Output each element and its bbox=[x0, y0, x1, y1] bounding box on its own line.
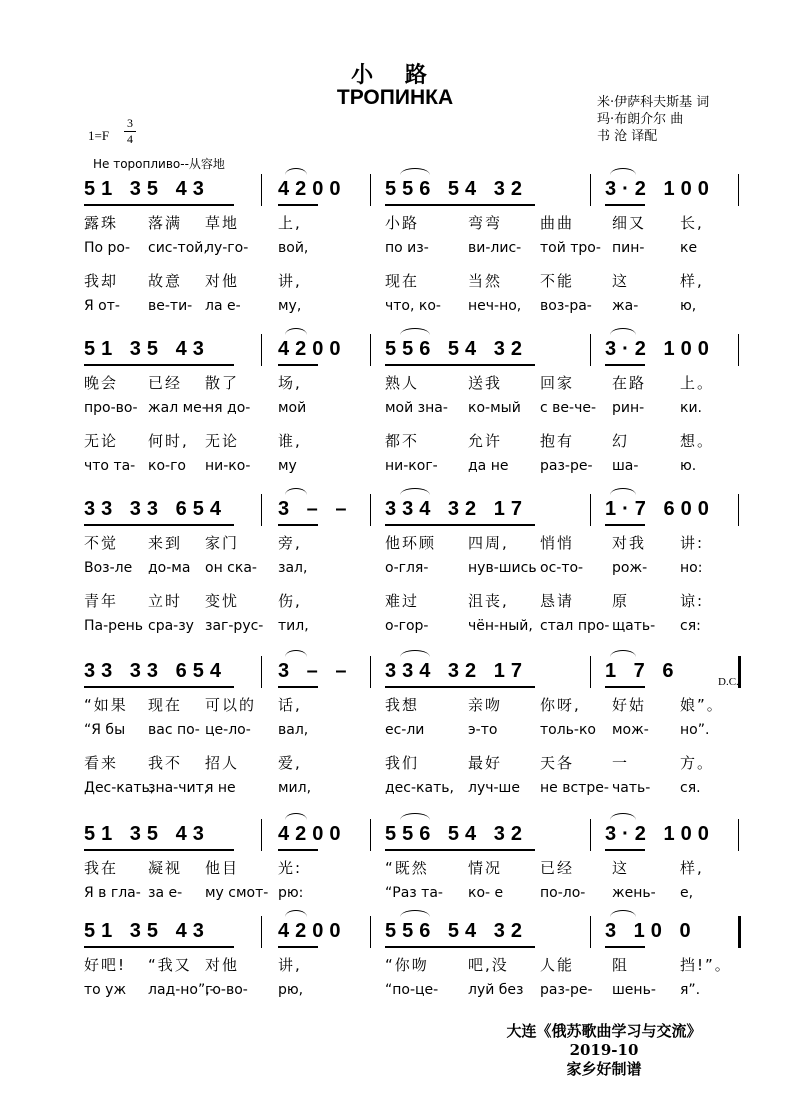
lyric-syllable: пин- bbox=[612, 240, 645, 256]
lyric-syllable: 我们 bbox=[385, 754, 420, 772]
slur-mark bbox=[610, 328, 636, 335]
lyric-syllable: 熟人 bbox=[385, 374, 420, 392]
lyric-syllable: 回家 bbox=[540, 374, 575, 392]
lyric-syllable: 伤, bbox=[278, 592, 302, 610]
lyric-syllable: 你呀, bbox=[540, 696, 581, 714]
lyric-syllable: му, bbox=[278, 298, 302, 314]
lyric-syllable: По ро- bbox=[84, 240, 131, 256]
tempo-marking: Не торопливо--从容地 bbox=[93, 157, 225, 171]
bar-line bbox=[261, 174, 262, 206]
lyric-syllable: 一 bbox=[612, 754, 630, 772]
footer-author: 家乡好制谱 bbox=[566, 1060, 642, 1078]
lyric-syllable: зал, bbox=[278, 560, 308, 576]
key-signature: 1=F bbox=[88, 128, 110, 143]
lyric-syllable: 细又 bbox=[612, 214, 647, 232]
beam-underline bbox=[84, 686, 234, 688]
beam-underline bbox=[385, 686, 535, 688]
title-russian: ТРОПИНКА bbox=[336, 86, 454, 109]
beam-underline bbox=[605, 946, 645, 948]
lyric-syllable: лу-го- bbox=[205, 240, 249, 256]
meter-top: 3 bbox=[127, 116, 133, 130]
slur-mark bbox=[285, 168, 307, 175]
measure-notes: 3·2 100 bbox=[605, 178, 715, 200]
lyric-syllable: 我却 bbox=[84, 272, 119, 290]
lyric-syllable: 现在 bbox=[385, 272, 420, 290]
lyric-syllable: 对他 bbox=[205, 956, 240, 974]
lyric-syllable: раз-ре- bbox=[540, 982, 593, 998]
lyric-syllable: 可以的 bbox=[205, 696, 257, 714]
measure-notes: 1 7 6 bbox=[605, 660, 680, 682]
lyric-syllable: рож- bbox=[612, 560, 648, 576]
lyric-syllable: 原 bbox=[612, 592, 630, 610]
lyric-syllable: 立时 bbox=[148, 592, 183, 610]
lyric-syllable: щать- bbox=[612, 618, 656, 634]
meter-bottom: 4 bbox=[127, 132, 133, 146]
measure-notes: 3·2 100 bbox=[605, 338, 715, 360]
lyric-syllable: 青年 bbox=[84, 592, 119, 610]
lyric-syllable: мил, bbox=[278, 780, 312, 796]
beam-underline bbox=[385, 204, 535, 206]
beam-underline bbox=[385, 364, 535, 366]
lyric-syllable: 来到 bbox=[148, 534, 183, 552]
lyric-syllable: 这 bbox=[612, 859, 630, 877]
lyric-syllable: 家门 bbox=[205, 534, 240, 552]
slur-mark bbox=[285, 910, 307, 917]
bar-line bbox=[370, 334, 371, 366]
lyric-syllable: что, ко- bbox=[385, 298, 441, 314]
lyric-syllable: чён-ный, bbox=[468, 618, 533, 634]
bar-line bbox=[261, 334, 262, 366]
lyric-syllable: 已经 bbox=[148, 374, 183, 392]
lyric-syllable: ни-ког- bbox=[385, 458, 438, 474]
lyric-syllable: 抱有 bbox=[540, 432, 575, 450]
bar-line bbox=[590, 819, 591, 851]
lyric-syllable: про-во- bbox=[84, 400, 138, 416]
beam-underline bbox=[278, 849, 318, 851]
lyric-syllable: 谁, bbox=[278, 432, 302, 450]
lyric-syllable: 吧,没 bbox=[468, 956, 509, 974]
lyric-syllable: неч-но, bbox=[468, 298, 522, 314]
lyric-syllable: 凝视 bbox=[148, 859, 183, 877]
lyric-syllable: ки. bbox=[680, 400, 703, 416]
lyric-syllable: 恳请 bbox=[540, 592, 575, 610]
lyric-syllable: “Раз та- bbox=[385, 885, 443, 901]
title-chinese: 小 路 bbox=[351, 63, 439, 88]
lyric-syllable: ша- bbox=[612, 458, 639, 474]
lyric-syllable: 招人 bbox=[205, 754, 240, 772]
bar-line bbox=[261, 819, 262, 851]
lyric-syllable: 好姑 bbox=[612, 696, 647, 714]
measure-notes: 1·7 600 bbox=[605, 498, 715, 520]
lyric-syllable: го-во- bbox=[205, 982, 248, 998]
lyric-syllable: 悄悄 bbox=[540, 534, 575, 552]
beam-underline bbox=[605, 364, 645, 366]
slur-mark bbox=[285, 328, 307, 335]
lyric-syllable: 现在 bbox=[148, 696, 183, 714]
lyric-syllable: 小路 bbox=[385, 214, 420, 232]
lyric-syllable: той тро- bbox=[540, 240, 601, 256]
bar-line bbox=[370, 174, 371, 206]
slur-mark bbox=[610, 910, 636, 917]
lyric-syllable: жень- bbox=[612, 885, 656, 901]
lyric-syllable: вал, bbox=[278, 722, 309, 738]
lyric-syllable: заг-рус- bbox=[205, 618, 264, 634]
lyric-syllable: 话, bbox=[278, 696, 302, 714]
beam-underline bbox=[385, 524, 535, 526]
measure-notes: 4200 bbox=[278, 920, 347, 942]
beam-underline bbox=[84, 849, 234, 851]
lyric-syllable: 最好 bbox=[468, 754, 503, 772]
lyric-syllable: э-то bbox=[468, 722, 498, 738]
lyric-syllable: е, bbox=[680, 885, 694, 901]
lyric-syllable: 光: bbox=[278, 859, 303, 877]
lyric-syllable: тил, bbox=[278, 618, 309, 634]
lyric-syllable: ня до- bbox=[205, 400, 251, 416]
lyric-syllable: “你吻 bbox=[385, 956, 429, 974]
lyric-syllable: 允许 bbox=[468, 432, 503, 450]
lyric-syllable: мой bbox=[278, 400, 307, 416]
lyric-syllable: по из- bbox=[385, 240, 429, 256]
bar-line bbox=[370, 819, 371, 851]
lyric-syllable: 天各 bbox=[540, 754, 575, 772]
lyric-syllable: чать- bbox=[612, 780, 651, 796]
measure-notes: 556 54 32 bbox=[385, 823, 528, 845]
lyric-syllable: ся. bbox=[680, 780, 701, 796]
lyric-syllable: 露珠 bbox=[84, 214, 119, 232]
credits bbox=[597, 94, 709, 145]
lyric-syllable: рин- bbox=[612, 400, 645, 416]
lyric-syllable: 我在 bbox=[84, 859, 119, 877]
measure-notes: 4200 bbox=[278, 178, 347, 200]
lyric-syllable: жа- bbox=[612, 298, 639, 314]
lyric-syllable: то уж bbox=[84, 982, 127, 998]
beam-underline bbox=[605, 524, 645, 526]
measure-notes: 51 35 43 bbox=[84, 178, 210, 200]
da-capo-marking: D.C. bbox=[718, 676, 739, 688]
lyric-syllable: 曲曲 bbox=[540, 214, 575, 232]
lyric-syllable: до-ма bbox=[148, 560, 191, 576]
lyric-syllable: “既然 bbox=[385, 859, 429, 877]
lyric-syllable: 讲, bbox=[278, 272, 302, 290]
bar-line bbox=[738, 334, 739, 366]
measure-notes: 51 35 43 bbox=[84, 338, 210, 360]
lyric-syllable: мой зна- bbox=[385, 400, 448, 416]
lyric-syllable: что та- bbox=[84, 458, 136, 474]
bar-line bbox=[590, 174, 591, 206]
measure-notes: 3·2 100 bbox=[605, 823, 715, 845]
lyric-syllable: сис-той, bbox=[148, 240, 208, 256]
measure-notes: 334 32 17 bbox=[385, 660, 528, 682]
lyric-syllable: ос-то- bbox=[540, 560, 584, 576]
bar-line bbox=[261, 916, 262, 948]
lyric-syllable: ке bbox=[680, 240, 698, 256]
lyric-syllable: 看来 bbox=[84, 754, 119, 772]
beam-underline bbox=[84, 524, 234, 526]
lyric-syllable: лад-но”,- bbox=[148, 982, 215, 998]
lyric-syllable: 沮丧, bbox=[468, 592, 509, 610]
slur-mark bbox=[610, 168, 636, 175]
measure-notes: 51 35 43 bbox=[84, 920, 210, 942]
lyric-syllable: “我又 bbox=[148, 956, 192, 974]
lyric-syllable: рю, bbox=[278, 982, 304, 998]
bar-line bbox=[738, 174, 739, 206]
lyric-syllable: 草地 bbox=[205, 214, 240, 232]
beam-underline bbox=[84, 204, 234, 206]
lyric-syllable: ко- е bbox=[468, 885, 504, 901]
bar-line bbox=[738, 819, 739, 851]
lyric-syllable: 长, bbox=[680, 214, 704, 232]
lyric-syllable: “Я бы bbox=[84, 722, 126, 738]
lyric-syllable: ве-ти- bbox=[148, 298, 193, 314]
lyric-syllable: “如果 bbox=[84, 696, 128, 714]
lyric-syllable: с ве-че- bbox=[540, 400, 596, 416]
beam-underline bbox=[84, 364, 234, 366]
measure-notes: 51 35 43 bbox=[84, 823, 210, 845]
slur-mark bbox=[285, 650, 307, 657]
lyric-syllable: Па-рень bbox=[84, 618, 144, 634]
measure-notes: 334 32 17 bbox=[385, 498, 528, 520]
lyric-syllable: 对他 bbox=[205, 272, 240, 290]
lyric-syllable: рю: bbox=[278, 885, 304, 901]
lyric-syllable: Воз-ле bbox=[84, 560, 133, 576]
bar-line bbox=[738, 494, 739, 526]
lyric-syllable: 四周, bbox=[468, 534, 509, 552]
beam-underline bbox=[84, 946, 234, 948]
lyric-syllable: 阻 bbox=[612, 956, 630, 974]
lyric-syllable: 我想 bbox=[385, 696, 420, 714]
lyric-syllable: Дес-кать, bbox=[84, 780, 155, 796]
bar-line bbox=[590, 494, 591, 526]
lyric-syllable: 爱, bbox=[278, 754, 302, 772]
lyric-syllable: о-гор- bbox=[385, 618, 429, 634]
lyric-syllable: жал ме- bbox=[148, 400, 207, 416]
lyric-syllable: ю, bbox=[680, 298, 697, 314]
lyric-syllable: 对我 bbox=[612, 534, 647, 552]
lyric-syllable: 人能 bbox=[540, 956, 575, 974]
lyric-syllable: 这 bbox=[612, 272, 630, 290]
lyric-syllable: 娘”。 bbox=[680, 696, 724, 714]
lyric-syllable: 弯弯 bbox=[468, 214, 503, 232]
measure-notes: 556 54 32 bbox=[385, 178, 528, 200]
lyric-syllable: 幻 bbox=[612, 432, 630, 450]
measure-notes: 33 33 654 bbox=[84, 498, 227, 520]
lyric-syllable: му смот- bbox=[205, 885, 269, 901]
lyric-syllable: 上, bbox=[278, 214, 302, 232]
lyric-syllable: мож- bbox=[612, 722, 649, 738]
lyric-syllable: 已经 bbox=[540, 859, 575, 877]
lyric-syllable: 挡!”。 bbox=[680, 956, 732, 974]
credit-translator: 书 沧 译配 bbox=[597, 129, 658, 144]
measure-notes: 3 – – bbox=[278, 660, 353, 682]
slur-mark bbox=[610, 650, 636, 657]
lyric-syllable: 方。 bbox=[680, 754, 715, 772]
beam-underline bbox=[385, 946, 535, 948]
lyric-syllable: но”. bbox=[680, 722, 710, 738]
lyric-syllable: вой, bbox=[278, 240, 309, 256]
lyric-syllable: шень- bbox=[612, 982, 656, 998]
measure-notes: 556 54 32 bbox=[385, 338, 528, 360]
beam-underline bbox=[605, 204, 645, 206]
lyric-syllable: 旁, bbox=[278, 534, 302, 552]
measure-notes: 556 54 32 bbox=[385, 920, 528, 942]
bar-line bbox=[590, 656, 591, 688]
bar-line bbox=[590, 916, 591, 948]
beam-underline bbox=[278, 686, 318, 688]
lyric-syllable: ю. bbox=[680, 458, 697, 474]
slur-mark bbox=[610, 813, 636, 820]
lyric-syllable: о-гля- bbox=[385, 560, 429, 576]
lyric-syllable: 都不 bbox=[385, 432, 420, 450]
lyric-syllable: 讲: bbox=[680, 534, 705, 552]
lyric-syllable: ес-ли bbox=[385, 722, 425, 738]
lyric-syllable: да не bbox=[468, 458, 509, 474]
lyric-syllable: 讲, bbox=[278, 956, 302, 974]
bar-line bbox=[738, 916, 741, 948]
lyric-syllable: ко-мый bbox=[468, 400, 521, 416]
beam-underline bbox=[605, 849, 645, 851]
bar-line bbox=[590, 334, 591, 366]
lyric-syllable: 在路 bbox=[612, 374, 647, 392]
lyric-syllable: 样, bbox=[680, 859, 704, 877]
lyric-syllable: 不觉 bbox=[84, 534, 119, 552]
lyric-syllable: ви-лис- bbox=[468, 240, 522, 256]
lyric-syllable: 想。 bbox=[680, 432, 715, 450]
lyric-syllable: дес-кать, bbox=[385, 780, 454, 796]
lyric-syllable: 上。 bbox=[680, 374, 715, 392]
lyric-syllable: луй без bbox=[468, 982, 524, 998]
slur-mark bbox=[400, 650, 430, 657]
measure-notes: 3 10 0 bbox=[605, 920, 697, 942]
beam-underline bbox=[278, 204, 318, 206]
beam-underline bbox=[605, 686, 645, 688]
lyric-syllable: ни-ко- bbox=[205, 458, 251, 474]
lyric-syllable: нув-шись bbox=[468, 560, 537, 576]
bar-line bbox=[261, 494, 262, 526]
lyric-syllable: 散了 bbox=[205, 374, 240, 392]
lyric-syllable: 晚会 bbox=[84, 374, 119, 392]
lyric-syllable: толь-ко bbox=[540, 722, 596, 738]
lyric-syllable: воз-ра- bbox=[540, 298, 592, 314]
beam-underline bbox=[385, 849, 535, 851]
measure-notes: 4200 bbox=[278, 823, 347, 845]
measure-notes: 4200 bbox=[278, 338, 347, 360]
lyric-syllable: 他目 bbox=[205, 859, 240, 877]
beam-underline bbox=[278, 364, 318, 366]
lyric-syllable: ла е- bbox=[205, 298, 241, 314]
lyric-syllable: луч-ше bbox=[468, 780, 520, 796]
beam-underline bbox=[278, 524, 318, 526]
lyric-syllable: не встре- bbox=[540, 780, 609, 796]
lyric-syllable: 无论 bbox=[84, 432, 119, 450]
footer bbox=[468, 1022, 740, 1079]
lyric-syllable: 好吧! bbox=[84, 956, 127, 974]
bar-line bbox=[370, 494, 371, 526]
lyric-syllable: 样, bbox=[680, 272, 704, 290]
footer-date: 2019-10 bbox=[569, 1041, 639, 1059]
credit-composer: 玛·布朗介尔 曲 bbox=[597, 112, 684, 127]
lyric-syllable: за е- bbox=[148, 885, 183, 901]
slur-mark bbox=[400, 168, 430, 175]
lyric-syllable: 谅: bbox=[680, 592, 705, 610]
slur-mark bbox=[285, 813, 307, 820]
bar-line bbox=[370, 916, 371, 948]
lyric-syllable: ся: bbox=[680, 618, 701, 634]
lyric-syllable: 我不 bbox=[148, 754, 183, 772]
lyric-syllable: я не bbox=[205, 780, 236, 796]
footer-source: 大连《俄苏歌曲学习与交流》 bbox=[506, 1022, 702, 1040]
lyric-syllable: 情况 bbox=[468, 859, 503, 877]
lyric-syllable: 不能 bbox=[540, 272, 575, 290]
slur-mark bbox=[400, 488, 430, 495]
lyric-syllable: но: bbox=[680, 560, 703, 576]
beam-underline bbox=[278, 946, 318, 948]
bar-line bbox=[261, 656, 262, 688]
lyric-syllable: я”. bbox=[680, 982, 701, 998]
lyric-syllable: 何时, bbox=[148, 432, 189, 450]
slur-mark bbox=[400, 328, 430, 335]
lyric-syllable: Я от- bbox=[84, 298, 120, 314]
lyric-syllable: 他环顾 bbox=[385, 534, 437, 552]
lyric-syllable: стал про- bbox=[540, 618, 610, 634]
lyric-syllable: 无论 bbox=[205, 432, 240, 450]
credit-lyricist: 米·伊萨科夫斯基 词 bbox=[597, 95, 710, 110]
bar-line bbox=[370, 656, 371, 688]
lyric-syllable: вас по- bbox=[148, 722, 200, 738]
time-signature bbox=[124, 117, 136, 146]
lyric-syllable: 送我 bbox=[468, 374, 503, 392]
lyric-syllable: 场, bbox=[278, 374, 302, 392]
slur-mark bbox=[400, 910, 430, 917]
lyric-syllable: сра-зу bbox=[148, 618, 194, 634]
lyric-syllable: Я в гла- bbox=[84, 885, 141, 901]
measure-notes: 3 – – bbox=[278, 498, 353, 520]
slur-mark bbox=[400, 813, 430, 820]
measure-notes: 33 33 654 bbox=[84, 660, 227, 682]
lyric-syllable: “по-це- bbox=[385, 982, 439, 998]
lyric-syllable: 亲吻 bbox=[468, 696, 503, 714]
lyric-syllable: 故意 bbox=[148, 272, 183, 290]
lyric-syllable: 变忧 bbox=[205, 592, 240, 610]
lyric-syllable: 当然 bbox=[468, 272, 503, 290]
slur-mark bbox=[610, 488, 636, 495]
lyric-syllable: зна-чит, bbox=[148, 780, 209, 796]
lyric-syllable: му bbox=[278, 458, 297, 474]
slur-mark bbox=[285, 488, 307, 495]
lyric-syllable: ко-го bbox=[148, 458, 186, 474]
lyric-syllable: 难过 bbox=[385, 592, 420, 610]
lyric-syllable: 落满 bbox=[148, 214, 183, 232]
lyric-syllable: по-ло- bbox=[540, 885, 586, 901]
lyric-syllable: он ска- bbox=[205, 560, 257, 576]
lyric-syllable: раз-ре- bbox=[540, 458, 593, 474]
lyric-syllable: це-ло- bbox=[205, 722, 251, 738]
